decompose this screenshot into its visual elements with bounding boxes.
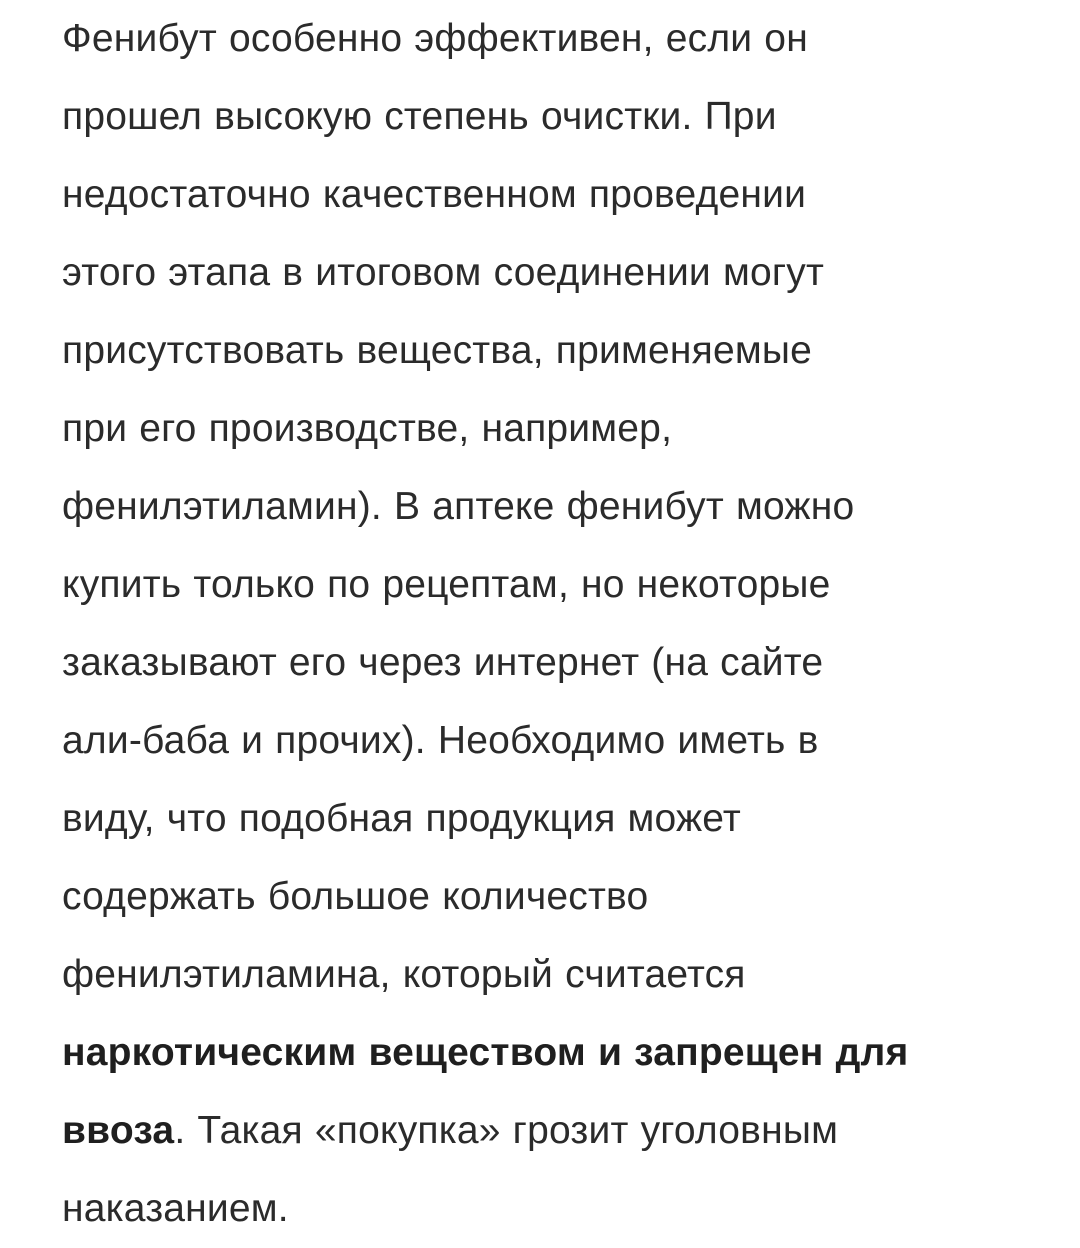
paragraph-line: прошел высокую степень очистки. При (62, 95, 777, 138)
paragraph-line-mixed (62, 1092, 1042, 1170)
bold-text: наркотическим веществом и запрещен для (62, 1031, 909, 1074)
paragraph-line: наказанием. (62, 1187, 289, 1230)
article-paragraph (62, 0, 1042, 1248)
paragraph-line: али-баба и прочих). Необходимо иметь в (62, 719, 819, 762)
paragraph-line: присутствовать вещества, применяемые (62, 329, 812, 372)
paragraph-line: Фенибут особенно эффективен, если он (62, 17, 808, 60)
paragraph-line-emphasis (62, 1014, 1042, 1092)
paragraph-line: этого этапа в итоговом соединении могут (62, 251, 825, 294)
bold-text: ввоза (62, 1109, 175, 1152)
paragraph-line: купить только по рецептам, но некоторые (62, 563, 831, 606)
paragraph-line: при его производстве, например, (62, 407, 673, 450)
paragraph-line: фенилэтиламин). В аптеке фенибут можно (62, 485, 855, 528)
regular-text: . Такая «покупка» грозит уголовным (174, 1109, 839, 1152)
paragraph-line: виду, что подобная продукция может (62, 797, 741, 840)
paragraph-line: недостаточно качественном проведении (62, 173, 807, 216)
paragraph-line: заказывают его через интернет (на сайте (62, 641, 824, 684)
paragraph-line: содержать большое количество (62, 875, 649, 918)
paragraph-line: фенилэтиламина, который считается (62, 953, 746, 996)
